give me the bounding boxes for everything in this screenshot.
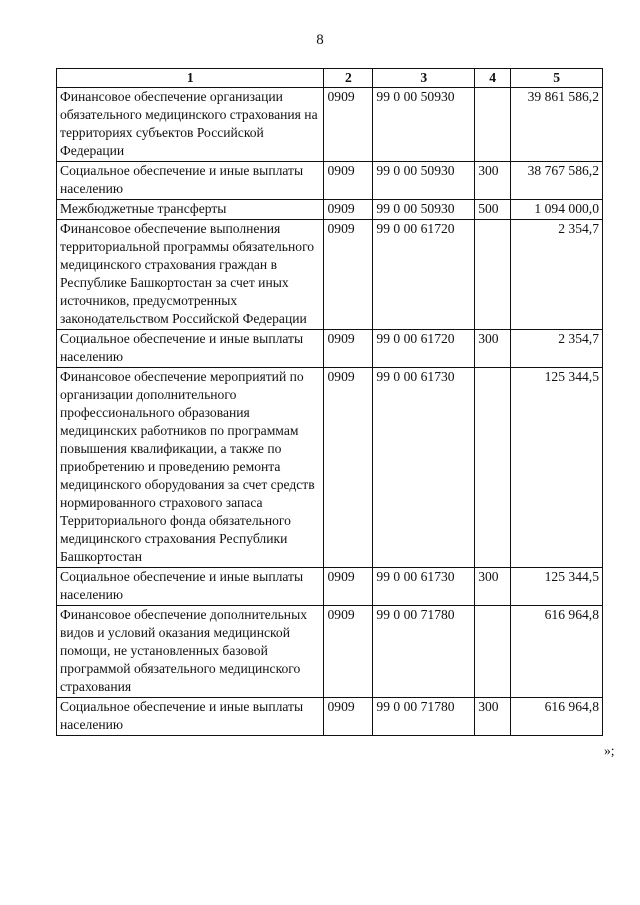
row-target: 99 0 00 71780 (373, 698, 475, 736)
row-amount: 616 964,8 (511, 698, 603, 736)
column-header-section: 2 (324, 69, 373, 88)
table-row (57, 200, 603, 220)
row-name: Финансовое обеспечение выполнения территориальной программы обязательного медицинского страхования граждан в Республике Башкортостан за счет иных источников, предусмотренных законодательством Российской Федерации (57, 220, 324, 330)
row-amount: 38 767 586,2 (511, 162, 603, 200)
row-section: 0909 (324, 368, 373, 568)
table-row (57, 162, 603, 200)
row-target: 99 0 00 61730 (373, 568, 475, 606)
row-name: Финансовое обеспечение мероприятий по организации дополнительного профессионального образования медицинских работников по программам повышения квалификации, а также по приобретению и проведению ремонта медицинского оборудования за счет средств нормированного страхового запаса Территориального фонда обязательного медицинского страхования Республики Башкортостан (57, 368, 324, 568)
row-name: Финансовое обеспечение дополнительных видов и условий оказания медицинской помощи, не установленных базовой программой обязательного медицинского страхования (57, 606, 324, 698)
row-expense: 300 (475, 162, 511, 200)
row-expense (475, 606, 511, 698)
row-section: 0909 (324, 162, 373, 200)
row-amount: 2 354,7 (511, 220, 603, 330)
row-target: 99 0 00 71780 (373, 606, 475, 698)
page-number: 8 (316, 32, 324, 48)
table-row (57, 368, 603, 568)
budget-table (56, 68, 603, 736)
row-target: 99 0 00 61720 (373, 330, 475, 368)
row-section: 0909 (324, 88, 373, 162)
row-section: 0909 (324, 220, 373, 330)
table-row (57, 88, 603, 162)
table-row (57, 606, 603, 698)
row-amount: 1 094 000,0 (511, 200, 603, 220)
row-name: Социальное обеспечение и иные выплаты населению (57, 162, 324, 200)
column-header-amount: 5 (511, 69, 603, 88)
row-target: 99 0 00 50930 (373, 162, 475, 200)
row-section: 0909 (324, 330, 373, 368)
row-expense (475, 220, 511, 330)
row-name: Социальное обеспечение и иные выплаты населению (57, 698, 324, 736)
table-row (57, 698, 603, 736)
row-target: 99 0 00 50930 (373, 88, 475, 162)
table-row (57, 330, 603, 368)
table-row (57, 568, 603, 606)
row-amount: 39 861 586,2 (511, 88, 603, 162)
row-name: Социальное обеспечение и иные выплаты населению (57, 330, 324, 368)
row-expense: 500 (475, 200, 511, 220)
row-expense: 300 (475, 330, 511, 368)
row-amount: 125 344,5 (511, 568, 603, 606)
row-expense: 300 (475, 568, 511, 606)
row-name: Финансовое обеспечение организации обязательного медицинского страхования на территориях субъектов Российской Федерации (57, 88, 324, 162)
row-target: 99 0 00 61730 (373, 368, 475, 568)
row-section: 0909 (324, 698, 373, 736)
table-body (57, 88, 603, 736)
row-expense (475, 368, 511, 568)
table-header (57, 69, 603, 88)
row-expense (475, 88, 511, 162)
row-amount: 616 964,8 (511, 606, 603, 698)
column-header-expense: 4 (475, 69, 511, 88)
row-amount: 125 344,5 (511, 368, 603, 568)
column-header-target: 3 (373, 69, 475, 88)
row-name: Межбюджетные трансферты (57, 200, 324, 220)
column-header-name: 1 (57, 69, 324, 88)
table-row (57, 220, 603, 330)
row-section: 0909 (324, 606, 373, 698)
row-target: 99 0 00 50930 (373, 200, 475, 220)
row-name: Социальное обеспечение и иные выплаты населению (57, 568, 324, 606)
row-target: 99 0 00 61720 (373, 220, 475, 330)
row-section: 0909 (324, 200, 373, 220)
header-row (57, 69, 603, 88)
row-amount: 2 354,7 (511, 330, 603, 368)
row-section: 0909 (324, 568, 373, 606)
row-expense: 300 (475, 698, 511, 736)
closing-quote-mark: »; (604, 743, 615, 758)
